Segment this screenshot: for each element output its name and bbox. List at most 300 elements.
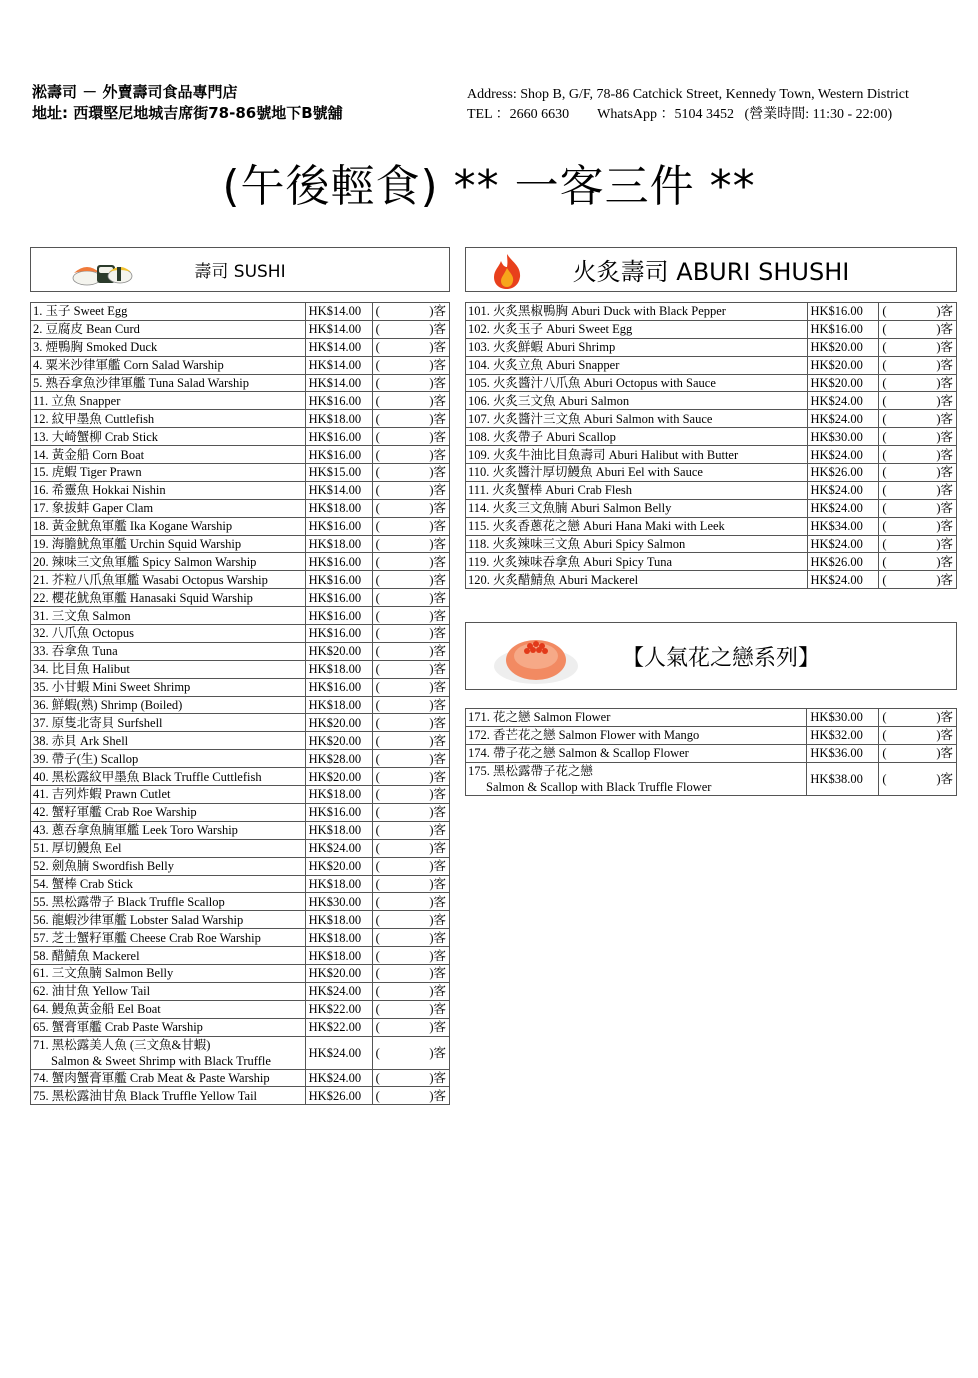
quantity-open: ( <box>882 376 887 390</box>
quantity-unit: )客 <box>429 483 446 498</box>
quantity-field[interactable] <box>372 410 449 428</box>
quantity-field[interactable] <box>879 446 957 464</box>
quantity-unit: )客 <box>429 715 446 730</box>
address-zh: 地址: 西環堅尼地城吉席街78-86號地下B號舖 <box>32 104 343 122</box>
quantity-open: ( <box>375 1002 380 1017</box>
menu-item-price: HK$15.00 <box>305 464 372 482</box>
menu-item-price: HK$30.00 <box>807 428 879 446</box>
menu-item-price: HK$22.00 <box>305 1018 372 1036</box>
quantity-open: ( <box>375 1045 380 1060</box>
menu-item-name: 41. 吉列炸蝦 Prawn Cutlet <box>31 786 306 804</box>
menu-row <box>31 499 450 517</box>
quantity-open: ( <box>882 554 887 569</box>
menu-item-price: HK$18.00 <box>305 929 372 947</box>
quantity-open: ( <box>375 823 380 838</box>
menu-row <box>466 320 957 338</box>
quantity-unit: )客 <box>429 841 446 856</box>
quantity-unit: )客 <box>429 912 446 927</box>
quantity-field[interactable] <box>879 517 957 535</box>
quantity-field[interactable] <box>372 589 449 607</box>
menu-row <box>31 803 450 821</box>
menu-row <box>31 696 450 714</box>
menu-item-price: HK$38.00 <box>807 762 879 795</box>
menu-row <box>31 982 450 1000</box>
quantity-open: ( <box>375 590 380 605</box>
quantity-field[interactable] <box>879 410 957 428</box>
menu-item-name: 20. 辣味三文魚軍艦 Spicy Salmon Warship <box>31 553 306 571</box>
menu-item-price: HK$16.00 <box>305 589 372 607</box>
quantity-field[interactable] <box>372 768 449 786</box>
menu-item-name: 36. 鮮蝦(熟) Shrimp (Boiled) <box>31 696 306 714</box>
quantity-unit: )客 <box>429 572 446 587</box>
quantity-field[interactable] <box>372 303 449 321</box>
menu-row <box>31 303 450 321</box>
quantity-unit: )客 <box>936 554 953 569</box>
quantity-field[interactable] <box>879 571 957 589</box>
quantity-open: ( <box>375 805 380 820</box>
quantity-field[interactable] <box>372 338 449 356</box>
quantity-field[interactable] <box>372 553 449 571</box>
menu-row <box>31 821 450 839</box>
quantity-field[interactable] <box>879 338 957 356</box>
menu-item-name: 110. 火炙醬汁厚切鰻魚 Aburi Eel with Sauce <box>466 464 808 482</box>
menu-item-price: HK$24.00 <box>305 839 372 857</box>
menu-item-name: 21. 芥粒八爪魚軍艦 Wasabi Octopus Warship <box>31 571 306 589</box>
menu-item-name: 172. 香芒花之戀 Salmon Flower with Mango <box>466 726 807 744</box>
quantity-unit: )客 <box>429 501 446 516</box>
quantity-unit: )客 <box>429 554 446 569</box>
quantity-field[interactable] <box>372 374 449 392</box>
quantity-unit: )客 <box>429 876 446 891</box>
quantity-open: ( <box>375 501 380 516</box>
contact-block <box>467 85 909 125</box>
quantity-field[interactable] <box>372 839 449 857</box>
menu-row <box>466 553 957 571</box>
quantity-unit: )客 <box>936 393 953 408</box>
menu-item-price: HK$18.00 <box>305 696 372 714</box>
quantity-open: ( <box>375 1088 380 1103</box>
menu-item-name: 35. 小甘蝦 Mini Sweet Shrimp <box>31 678 306 696</box>
menu-item-price: HK$30.00 <box>305 893 372 911</box>
quantity-unit: )客 <box>429 769 446 784</box>
aburi-menu-table <box>465 302 957 589</box>
menu-item-name: 11. 立魚 Snapper <box>31 392 306 410</box>
quantity-field[interactable] <box>372 964 449 982</box>
quantity-field[interactable] <box>879 481 957 499</box>
quantity-field[interactable] <box>372 571 449 589</box>
quantity-unit: )客 <box>936 572 953 587</box>
menu-item-price: HK$24.00 <box>807 535 879 553</box>
menu-row <box>31 786 450 804</box>
quantity-open: ( <box>375 304 380 319</box>
menu-item-price: HK$24.00 <box>807 410 879 428</box>
menu-row <box>31 481 450 499</box>
quantity-unit: )客 <box>429 948 446 963</box>
menu-item-name: 13. 大崎蟹柳 Crab Stick <box>31 428 306 446</box>
quantity-field[interactable] <box>879 303 957 321</box>
quantity-open: ( <box>375 608 380 623</box>
quantity-open: ( <box>375 572 380 587</box>
menu-row <box>31 750 450 768</box>
quantity-unit: )客 <box>429 733 446 748</box>
sushi-section-header <box>30 247 450 292</box>
quantity-field[interactable] <box>372 1036 449 1069</box>
menu-item-name: 5. 熟吞拿魚沙律軍艦 Tuna Salad Warship <box>31 374 306 392</box>
quantity-unit: )客 <box>429 340 446 355</box>
quantity-field[interactable] <box>372 696 449 714</box>
menu-item-name: 55. 黑松露帶子 Black Truffle Scallop <box>31 893 306 911</box>
quantity-unit: )客 <box>936 519 953 534</box>
menu-item-name: 111. 火炙蟹棒 Aburi Crab Flesh <box>466 481 808 499</box>
menu-item-price: HK$18.00 <box>305 499 372 517</box>
menu-row <box>31 553 450 571</box>
quantity-open: ( <box>375 411 380 426</box>
quantity-field[interactable] <box>372 446 449 464</box>
quantity-field[interactable] <box>879 374 957 392</box>
quantity-field[interactable] <box>879 553 957 571</box>
whatsapp: WhatsApp ：5104 3452 <box>597 107 735 122</box>
quantity-unit: )客 <box>429 590 446 605</box>
fire-icon <box>490 252 524 290</box>
menu-item-name: 58. 醋鯖魚 Mackerel <box>31 947 306 965</box>
menu-item-price: HK$26.00 <box>807 553 879 571</box>
quantity-unit: )客 <box>429 358 446 373</box>
menu-item-price: HK$20.00 <box>807 338 879 356</box>
menu-row <box>31 338 450 356</box>
quantity-unit: )客 <box>936 358 953 373</box>
menu-row <box>31 589 450 607</box>
quantity-field[interactable] <box>372 875 449 893</box>
quantity-open: ( <box>375 644 380 659</box>
quantity-open: ( <box>375 876 380 891</box>
quantity-field[interactable] <box>879 356 957 374</box>
quantity-field[interactable] <box>372 911 449 929</box>
quantity-unit: )客 <box>429 519 446 534</box>
salmon-flower-icon <box>490 626 582 688</box>
quantity-unit: )客 <box>936 429 953 444</box>
menu-row <box>466 446 957 464</box>
menu-item-name: 4. 粟米沙律軍艦 Corn Salad Warship <box>31 356 306 374</box>
quantity-open: ( <box>375 787 380 802</box>
quantity-unit: )客 <box>429 537 446 552</box>
quantity-unit: )客 <box>429 662 446 677</box>
quantity-unit: )客 <box>429 680 446 695</box>
menu-item-name: 115. 火炙香蔥花之戀 Aburi Hana Maki with Leek <box>466 517 808 535</box>
page-title: (午後輕食) ** 一客三件 ** <box>222 161 756 212</box>
quantity-field[interactable] <box>879 762 957 795</box>
quantity-unit: )客 <box>429 859 446 874</box>
quantity-unit: )客 <box>936 710 953 725</box>
menu-item-price: HK$18.00 <box>305 911 372 929</box>
quantity-open: ( <box>375 447 380 462</box>
quantity-field[interactable] <box>372 660 449 678</box>
quantity-unit: )客 <box>429 644 446 659</box>
quantity-unit: )客 <box>429 823 446 838</box>
menu-row <box>466 762 957 795</box>
quantity-field[interactable] <box>372 893 449 911</box>
menu-item-price: HK$26.00 <box>807 464 879 482</box>
quantity-open: ( <box>375 483 380 498</box>
quantity-field[interactable] <box>372 481 449 499</box>
menu-row <box>31 947 450 965</box>
menu-item-name: 108. 火炙帶子 Aburi Scallop <box>466 428 808 446</box>
menu-row <box>31 732 450 750</box>
menu-row <box>31 535 450 553</box>
menu-row <box>466 338 957 356</box>
menu-row <box>31 410 450 428</box>
quantity-open: ( <box>375 930 380 945</box>
quantity-field[interactable] <box>879 709 957 727</box>
quantity-unit: )客 <box>429 304 446 319</box>
quantity-field[interactable] <box>372 732 449 750</box>
quantity-field[interactable] <box>372 803 449 821</box>
menu-item-price: HK$18.00 <box>305 947 372 965</box>
sushi-menu-table <box>30 302 450 1105</box>
quantity-open: ( <box>882 429 887 444</box>
quantity-unit: )客 <box>936 340 953 355</box>
menu-item-name: 56. 龍蝦沙律軍艦 Lobster Salad Warship <box>31 911 306 929</box>
menu-item-price: HK$28.00 <box>305 750 372 768</box>
menu-row <box>466 481 957 499</box>
quantity-open: ( <box>375 537 380 552</box>
quantity-field[interactable] <box>879 428 957 446</box>
quantity-field[interactable] <box>372 714 449 732</box>
menu-row <box>31 428 450 446</box>
menu-item-name: 101. 火炙黑椒鴨胸 Aburi Duck with Black Pepper <box>466 303 808 321</box>
menu-item-price: HK$16.00 <box>305 678 372 696</box>
quantity-open: ( <box>375 948 380 963</box>
menu-item-price: HK$16.00 <box>305 553 372 571</box>
menu-row <box>31 714 450 732</box>
menu-row <box>31 911 450 929</box>
quantity-unit: )客 <box>936 304 953 319</box>
quantity-field[interactable] <box>372 607 449 625</box>
menu-row <box>31 356 450 374</box>
menu-item-price: HK$16.00 <box>305 446 372 464</box>
menu-row <box>31 571 450 589</box>
quantity-open: ( <box>375 912 380 927</box>
quantity-unit: )客 <box>936 465 953 480</box>
quantity-unit: )客 <box>429 698 446 713</box>
menu-item-price: HK$14.00 <box>305 374 372 392</box>
quantity-field[interactable] <box>372 821 449 839</box>
quantity-unit: )客 <box>936 771 953 786</box>
quantity-unit: )客 <box>429 393 446 408</box>
quantity-field[interactable] <box>372 857 449 875</box>
quantity-unit: )客 <box>936 728 953 743</box>
menu-row <box>31 1036 450 1069</box>
quantity-field[interactable] <box>372 786 449 804</box>
menu-row <box>466 709 957 727</box>
menu-item-name: 120. 火炙醋鯖魚 Aburi Mackerel <box>466 571 808 589</box>
menu-item-name: 61. 三文魚腩 Salmon Belly <box>31 964 306 982</box>
menu-item-name: 40. 黑松露紋甲墨魚 Black Truffle Cuttlefish <box>31 768 306 786</box>
quantity-unit: )客 <box>936 483 953 498</box>
menu-item-name: 12. 紋甲墨魚 Cuttlefish <box>31 410 306 428</box>
quantity-open: ( <box>882 519 887 534</box>
quantity-field[interactable] <box>372 678 449 696</box>
quantity-field[interactable] <box>372 1069 449 1087</box>
aburi-section-title: 火炙壽司 ABURI SHUSHI <box>572 258 850 286</box>
contact-line <box>467 105 909 125</box>
quantity-unit: )客 <box>429 608 446 623</box>
menu-row <box>31 964 450 982</box>
menu-item-price: HK$20.00 <box>305 768 372 786</box>
quantity-field[interactable] <box>372 464 449 482</box>
shop-header <box>32 82 343 124</box>
quantity-field[interactable] <box>372 356 449 374</box>
menu-row <box>466 410 957 428</box>
menu-item-name: 104. 火炙立魚 Aburi Snapper <box>466 356 808 374</box>
quantity-field[interactable] <box>879 535 957 553</box>
menu-item-price: HK$24.00 <box>807 571 879 589</box>
quantity-unit: )客 <box>429 429 446 444</box>
menu-item-name: 106. 火炙三文魚 Aburi Salmon <box>466 392 808 410</box>
quantity-open: ( <box>375 859 380 874</box>
quantity-open: ( <box>882 393 887 408</box>
shop-name: 淞壽司 － 外賣壽司食品專門店 <box>32 83 238 101</box>
quantity-open: ( <box>375 626 380 641</box>
menu-item-price: HK$20.00 <box>807 356 879 374</box>
quantity-unit: )客 <box>429 1045 446 1060</box>
quantity-field[interactable] <box>372 1000 449 1018</box>
quantity-open: ( <box>882 537 887 552</box>
menu-item-price: HK$24.00 <box>807 392 879 410</box>
menu-item-name: 19. 海膽魷魚軍艦 Urchin Squid Warship <box>31 535 306 553</box>
menu-item-price: HK$16.00 <box>305 625 372 643</box>
quantity-field[interactable] <box>372 428 449 446</box>
menu-item-price: HK$20.00 <box>305 732 372 750</box>
menu-row <box>31 374 450 392</box>
menu-item-price: HK$24.00 <box>807 499 879 517</box>
menu-item-name: 65. 蟹膏軍艦 Crab Paste Warship <box>31 1018 306 1036</box>
sushi-icon <box>71 251 133 289</box>
menu-item-price: HK$14.00 <box>305 356 372 374</box>
quantity-field[interactable] <box>372 625 449 643</box>
menu-item-price: HK$18.00 <box>305 660 372 678</box>
menu-item-name: 43. 蔥吞拿魚腩軍艦 Leek Toro Warship <box>31 821 306 839</box>
menu-item-name: 32. 八爪魚 Octopus <box>31 625 306 643</box>
quantity-open: ( <box>882 746 887 761</box>
menu-item-name <box>31 1036 306 1069</box>
quantity-unit: )客 <box>936 537 953 552</box>
quantity-open: ( <box>375 322 380 337</box>
quantity-field[interactable] <box>372 642 449 660</box>
menu-item-name: 54. 蟹棒 Crab Stick <box>31 875 306 893</box>
quantity-field[interactable] <box>372 535 449 553</box>
menu-item-name: 103. 火炙鮮蝦 Aburi Shrimp <box>466 338 808 356</box>
quantity-unit: )客 <box>429 626 446 641</box>
menu-item-name: 17. 象拔蚌 Gaper Clam <box>31 499 306 517</box>
quantity-field[interactable] <box>879 464 957 482</box>
quantity-open: ( <box>375 841 380 856</box>
opening-hours: (營業時間: 11:30 - 22:00) <box>744 107 893 122</box>
quantity-field[interactable] <box>879 744 957 762</box>
menu-item-name: 42. 蟹籽軍艦 Crab Roe Warship <box>31 803 306 821</box>
address-en: Address: Shop B, G/F, 78-86 Catchick Street, Kennedy Town, Western District <box>467 87 909 102</box>
menu-item-name-en: Salmon & Sweet Shrimp with Black Truffle <box>51 1053 271 1068</box>
quantity-field[interactable] <box>372 947 449 965</box>
menu-item-price: HK$14.00 <box>305 481 372 499</box>
menu-item-name: 64. 鰻魚黃金船 Eel Boat <box>31 1000 306 1018</box>
quantity-field[interactable] <box>372 929 449 947</box>
quantity-open: ( <box>375 340 380 355</box>
quantity-unit: )客 <box>429 930 446 945</box>
quantity-open: ( <box>882 322 887 337</box>
menu-row <box>466 499 957 517</box>
quantity-open: ( <box>375 984 380 999</box>
quantity-field[interactable] <box>879 392 957 410</box>
menu-item-price: HK$18.00 <box>305 875 372 893</box>
menu-item-price: HK$20.00 <box>807 374 879 392</box>
quantity-field[interactable] <box>372 517 449 535</box>
menu-item-price: HK$18.00 <box>305 410 372 428</box>
menu-row <box>31 893 450 911</box>
menu-row <box>466 535 957 553</box>
menu-item-name: 118. 火炙辣味三文魚 Aburi Spicy Salmon <box>466 535 808 553</box>
menu-row <box>31 857 450 875</box>
quantity-unit: )客 <box>936 376 953 390</box>
menu-row <box>466 744 957 762</box>
menu-item-name: 51. 厚切鰻魚 Eel <box>31 839 306 857</box>
menu-row <box>31 642 450 660</box>
menu-item-name: 39. 帶子(生) Scallop <box>31 750 306 768</box>
quantity-open: ( <box>375 680 380 695</box>
menu-item-price: HK$18.00 <box>305 821 372 839</box>
quantity-open: ( <box>882 304 887 319</box>
menu-item-price: HK$32.00 <box>807 726 879 744</box>
quantity-field[interactable] <box>372 320 449 338</box>
flower-menu-table <box>465 708 957 796</box>
menu-item-name: 14. 黃金船 Corn Boat <box>31 446 306 464</box>
menu-row <box>31 464 450 482</box>
menu-item-name: 1. 玉子 Sweet Egg <box>31 303 306 321</box>
quantity-field[interactable] <box>879 499 957 517</box>
quantity-field[interactable] <box>372 750 449 768</box>
quantity-field[interactable] <box>372 392 449 410</box>
menu-item-price: HK$16.00 <box>305 517 372 535</box>
menu-item-price: HK$16.00 <box>305 607 372 625</box>
menu-item-price: HK$30.00 <box>807 709 879 727</box>
menu-item-price: HK$16.00 <box>305 571 372 589</box>
menu-item-name: 114. 火炙三文魚腩 Aburi Salmon Belly <box>466 499 808 517</box>
quantity-field[interactable] <box>372 1018 449 1036</box>
menu-item-name: 57. 芝士蟹籽軍艦 Cheese Crab Roe Warship <box>31 929 306 947</box>
menu-item-name: 31. 三文魚 Salmon <box>31 607 306 625</box>
menu-item-price: HK$22.00 <box>305 1000 372 1018</box>
menu-item-name: 2. 豆腐皮 Bean Curd <box>31 320 306 338</box>
quantity-open: ( <box>882 572 887 587</box>
menu-item-price: HK$14.00 <box>305 338 372 356</box>
menu-item-name <box>466 762 807 795</box>
quantity-field[interactable] <box>372 982 449 1000</box>
quantity-field[interactable] <box>372 499 449 517</box>
quantity-field[interactable] <box>879 726 957 744</box>
menu-item-name: 62. 油甘魚 Yellow Tail <box>31 982 306 1000</box>
quantity-field[interactable] <box>879 320 957 338</box>
quantity-unit: )客 <box>936 501 953 516</box>
menu-row <box>31 1000 450 1018</box>
menu-row <box>31 678 450 696</box>
menu-item-name: 174. 帶子花之戀 Salmon & Scallop Flower <box>466 744 807 762</box>
menu-item-name: 33. 吞拿魚 Tuna <box>31 642 306 660</box>
quantity-open: ( <box>375 519 380 534</box>
quantity-unit: )客 <box>429 984 446 999</box>
menu-row <box>31 768 450 786</box>
quantity-field[interactable] <box>372 1087 449 1105</box>
quantity-unit: )客 <box>936 411 953 426</box>
quantity-unit: )客 <box>429 447 446 462</box>
